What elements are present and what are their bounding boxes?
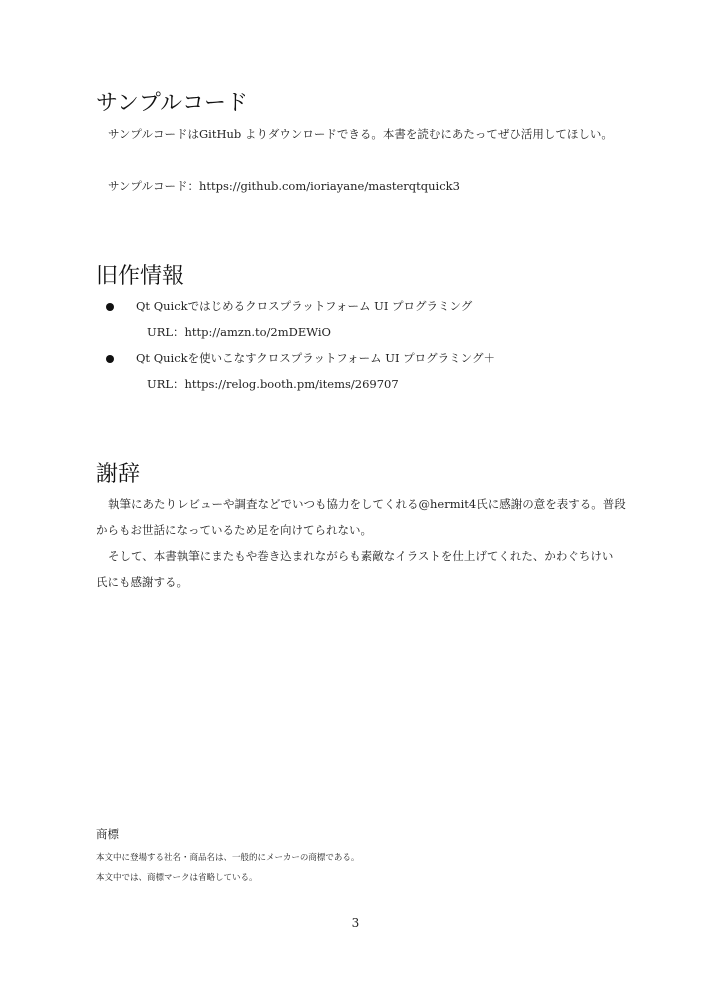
sample-code-paragraph: サンプルコードはGitHub よりダウンロードできる。本書を読むにあたってぜひ活用してほしい。 <box>108 127 613 141</box>
sample-code-link[interactable]: サンプルコード：https://github.com/ioriayane/masterqtquick3 <box>108 179 460 193</box>
acknowledgements-heading: 謝辞 <box>96 462 141 487</box>
acknowledgement-line-2: からもお世話になっているため足を向けてられない。 <box>96 523 372 537</box>
acknowledgement-line-1: 執筆にあたりレビューや調査などでいつも協力をしてくれる@hermit4氏に感謝の意を表する。普段 <box>108 497 626 511</box>
acknowledgement-line-4: 氏にも感謝する。 <box>96 575 188 589</box>
trademark-line-2: 本文中では、商標マークは省略している。 <box>96 873 258 883</box>
previous-work-title-2: Qt Quickを使いこなすクロスプラットフォーム UI プログラミング＋ <box>136 351 495 365</box>
previous-work-url-2[interactable]: URL：https://relog.booth.pm/items/269707 <box>147 377 399 391</box>
trademark-heading: 商標 <box>96 827 119 841</box>
page-number: 3 <box>351 916 360 930</box>
acknowledgement-line-3: そして、本書執筆にまたもや巻き込まれながらも素敵なイラストを仕上げてくれた、かわぐちけい <box>108 549 614 563</box>
previous-works-heading: 旧作情報 <box>96 264 185 289</box>
bullet-icon <box>106 355 114 363</box>
previous-work-url-1[interactable]: URL：http://amzn.to/2mDEWiO <box>147 325 331 339</box>
trademark-line-1: 本文中に登場する社名・商品名は、一般的にメーカーの商標である。 <box>96 853 360 863</box>
bullet-icon <box>106 303 114 311</box>
sample-code-heading: サンプルコード <box>96 91 249 116</box>
previous-work-title-1: Qt Quickではじめるクロスプラットフォーム UI プログラミング <box>136 299 473 313</box>
